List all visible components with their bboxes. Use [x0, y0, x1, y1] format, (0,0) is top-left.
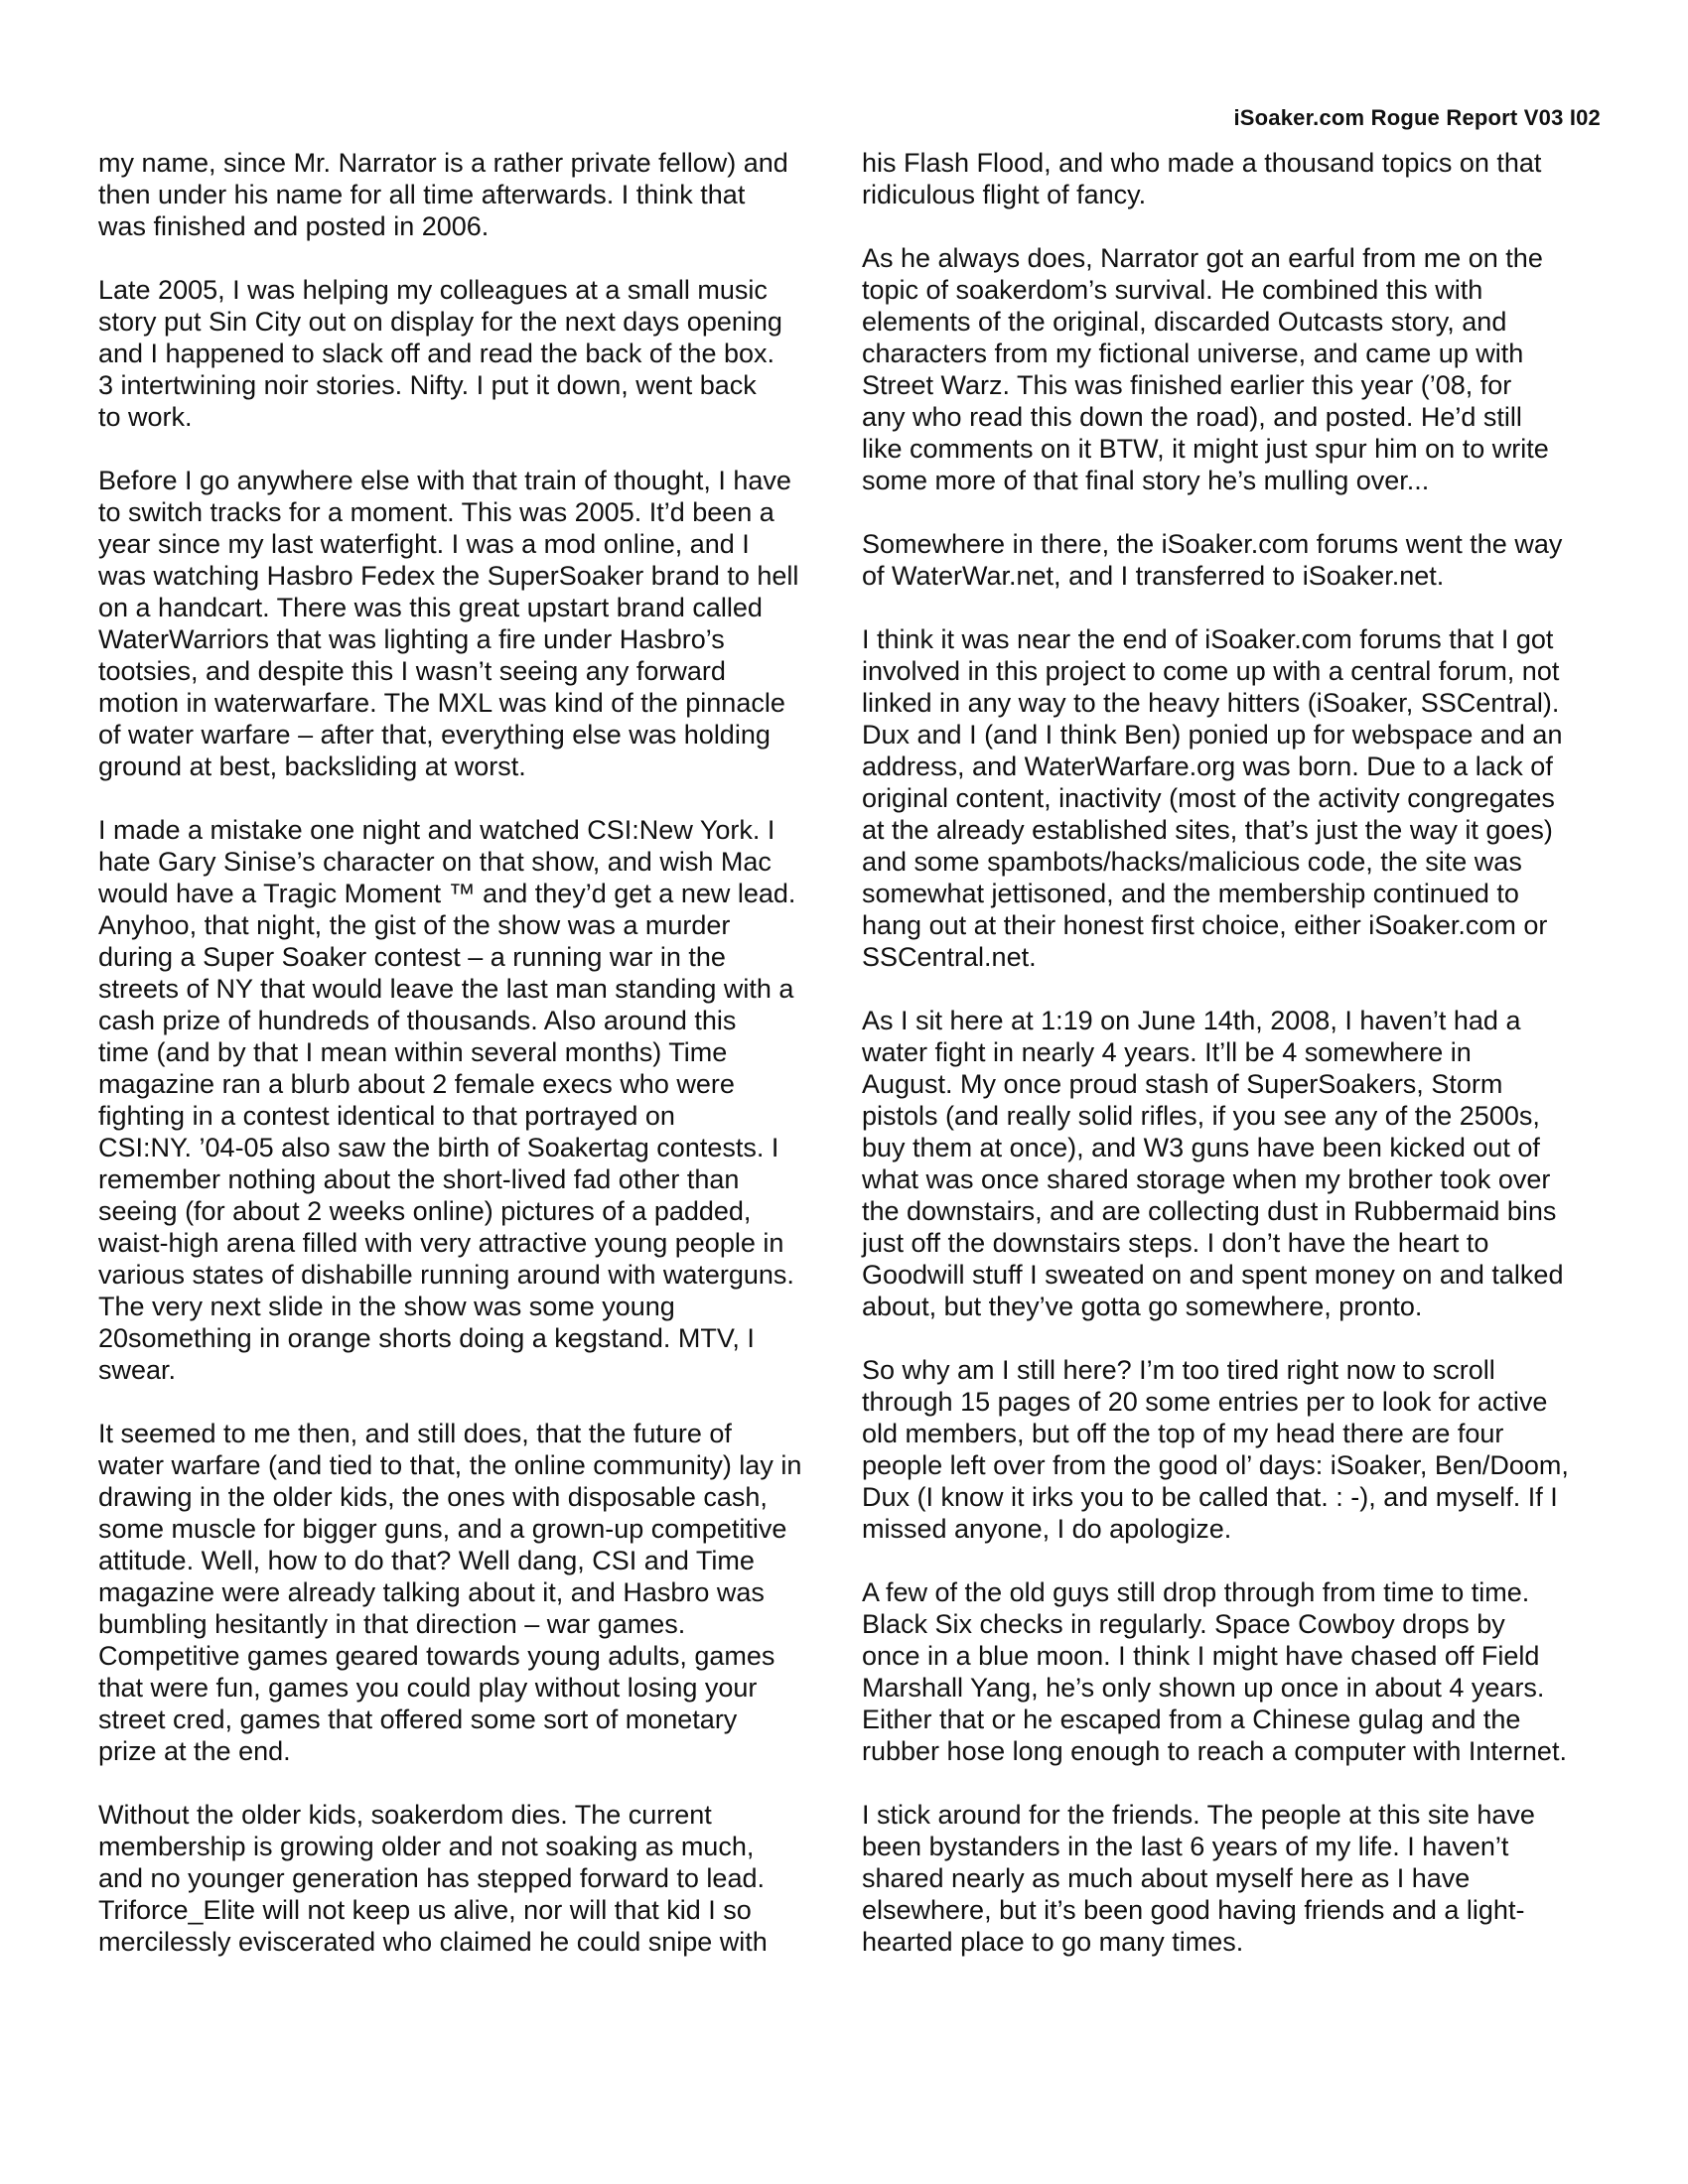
text-line: of WaterWar.net, and I transferred to iSoaker.net. — [862, 561, 1445, 591]
text-line: bumbling hesitantly in that direction – war games. — [98, 1609, 686, 1639]
text-line: CSI:NY. ’04-05 also saw the birth of Soakertag contests. I — [98, 1133, 779, 1162]
text-line: to work. — [98, 402, 193, 432]
text-line: shared nearly as much about myself here as I have — [862, 1863, 1471, 1893]
text-line: and I happened to slack off and read the back of the box. — [98, 339, 774, 368]
paragraph — [98, 814, 833, 1386]
text-line: water warfare (and tied to that, the online community) lay in — [98, 1450, 802, 1480]
paragraph — [98, 1418, 833, 1767]
text-line: August. My once proud stash of SuperSoakers, Storm — [862, 1069, 1503, 1099]
text-line: old members, but off the top of my head there are four — [862, 1419, 1504, 1448]
text-line: pistols (and really solid rifles, if you see any of the 2500s, — [862, 1101, 1540, 1131]
text-line: linked in any way to the heavy hitters (iSoaker, SSCentral). — [862, 688, 1560, 718]
text-line: magazine were already talking about it, and Hasbro was — [98, 1577, 765, 1607]
text-line: I stick around for the friends. The people at this site have — [862, 1800, 1535, 1830]
text-line: As he always does, Narrator got an earful from me on the — [862, 243, 1543, 273]
text-line: Black Six checks in regularly. Space Cowboy drops by — [862, 1609, 1505, 1639]
text-line: buy them at once), and W3 guns have been kicked out of — [862, 1133, 1540, 1162]
text-line: was watching Hasbro Fedex the SuperSoaker brand to hell — [98, 561, 799, 591]
text-line: Somewhere in there, the iSoaker.com forums went the way — [862, 529, 1563, 559]
text-line: motion in waterwarfare. The MXL was kind of the pinnacle — [98, 688, 785, 718]
text-line: and no younger generation has stepped forward to lead. — [98, 1863, 765, 1893]
paragraph — [862, 1799, 1599, 1958]
text-line: Anyhoo, that night, the gist of the show was a murder — [98, 910, 731, 940]
text-line: year since my last waterfight. I was a mod online, and I — [98, 529, 750, 559]
text-line: water fight in nearly 4 years. It’ll be 4 somewhere in — [862, 1037, 1472, 1067]
text-line: The very next slide in the show was some young — [98, 1292, 675, 1321]
paragraph — [862, 528, 1599, 592]
paragraph — [862, 623, 1599, 973]
paragraph — [98, 147, 833, 242]
text-line: prize at the end. — [98, 1736, 291, 1766]
text-line: 20something in orange shorts doing a kegstand. MTV, I — [98, 1323, 755, 1353]
text-line: my name, since Mr. Narrator is a rather private fellow) and — [98, 148, 788, 178]
text-line: people left over from the good ol’ days: iSoaker, Ben/Doom, — [862, 1450, 1569, 1480]
text-line: about, but they’ve gotta go somewhere, pronto. — [862, 1292, 1423, 1321]
text-line: his Flash Flood, and who made a thousand topics on that — [862, 148, 1542, 178]
text-line: seeing (for about 2 weeks online) pictures of a padded, — [98, 1196, 752, 1226]
text-line: attitude. Well, how to do that? Well dang, CSI and Time — [98, 1546, 755, 1575]
text-line: any who read this down the road), and posted. He’d still — [862, 402, 1522, 432]
text-line: tootsies, and despite this I wasn’t seeing any forward — [98, 656, 726, 686]
text-line: swear. — [98, 1355, 177, 1385]
text-line: been bystanders in the last 6 years of my life. I haven’t — [862, 1832, 1509, 1861]
text-line: Street Warz. This was finished earlier this year (’08, for — [862, 370, 1512, 400]
text-line: SSCentral.net. — [862, 942, 1037, 972]
text-line: I think it was near the end of iSoaker.com forums that I got — [862, 624, 1554, 654]
text-line: drawing in the older kids, the ones with disposable cash, — [98, 1482, 768, 1512]
text-line: remember nothing about the short-lived fad other than — [98, 1164, 740, 1194]
text-line: Dux and I (and I think Ben) ponied up for webspace and an — [862, 720, 1563, 750]
text-line: WaterWarriors that was lighting a fire under Hasbro’s — [98, 624, 725, 654]
text-line: hearted place to go many times. — [862, 1927, 1244, 1957]
text-line: the downstairs, and are collecting dust in Rubbermaid bins — [862, 1196, 1557, 1226]
text-line: during a Super Soaker contest – a running war in the — [98, 942, 726, 972]
text-line: ridiculous flight of fancy. — [862, 180, 1147, 209]
text-line: would have a Tragic Moment ™ and they’d get a new lead. — [98, 879, 796, 908]
text-line: elsewhere, but it’s been good having friends and a light- — [862, 1895, 1525, 1925]
text-line: missed anyone, I do apologize. — [862, 1514, 1232, 1544]
paragraph — [862, 147, 1599, 210]
text-line: somewhat jettisoned, and the membership continued to — [862, 879, 1519, 908]
text-line: street cred, games that offered some sort of monetary — [98, 1705, 738, 1734]
text-line: that were fun, games you could play without losing your — [98, 1673, 758, 1703]
text-line: and some spambots/hacks/malicious code, the site was — [862, 847, 1522, 877]
text-line: through 15 pages of 20 some entries per to look for active — [862, 1387, 1548, 1417]
text-line: I made a mistake one night and watched CSI:New York. I — [98, 815, 775, 845]
text-line: ground at best, backsliding at worst. — [98, 751, 526, 781]
right-column — [862, 147, 1599, 1989]
text-line: mercilessly eviscerated who claimed he could snipe with — [98, 1927, 768, 1957]
text-line: magazine ran a blurb about 2 female execs who were — [98, 1069, 735, 1099]
text-line: elements of the original, discarded Outcasts story, and — [862, 307, 1507, 337]
text-line: on a handcart. There was this great upstart brand called — [98, 593, 763, 622]
text-line: So why am I still here? I’m too tired right now to scroll — [862, 1355, 1495, 1385]
text-line: Late 2005, I was helping my colleagues at a small music — [98, 275, 768, 305]
text-line: streets of NY that would leave the last man standing with a — [98, 974, 794, 1004]
paragraph — [862, 242, 1599, 496]
text-line: As I sit here at 1:19 on June 14th, 2008, I haven’t had a — [862, 1006, 1521, 1035]
paragraph — [98, 465, 833, 782]
text-line: time (and by that I mean within several months) Time — [98, 1037, 728, 1067]
text-line: hate Gary Sinise’s character on that show, and wish Mac — [98, 847, 772, 877]
text-line: like comments on it BTW, it might just spur him on to write — [862, 434, 1549, 464]
text-line: was finished and posted in 2006. — [98, 211, 490, 241]
paragraph — [862, 1354, 1599, 1545]
text-line: waist-high arena filled with very attractive young people in — [98, 1228, 784, 1258]
text-line: fighting in a contest identical to that portrayed on — [98, 1101, 675, 1131]
text-line: original content, inactivity (most of the activity congregates — [862, 783, 1555, 813]
text-line: 3 intertwining noir stories. Nifty. I put it down, went back — [98, 370, 757, 400]
text-line: to switch tracks for a moment. This was 2005. It’d been a — [98, 497, 774, 527]
paragraph — [862, 1005, 1599, 1322]
text-line: of water warfare – after that, everything else was holding — [98, 720, 771, 750]
text-line: It seemed to me then, and still does, that the future of — [98, 1419, 732, 1448]
text-line: membership is growing older and not soaking as much, — [98, 1832, 755, 1861]
text-line: Either that or he escaped from a Chinese gulag and the — [862, 1705, 1521, 1734]
text-line: Before I go anywhere else with that train of thought, I have — [98, 466, 791, 495]
text-line: some more of that final story he’s mulling over... — [862, 466, 1430, 495]
left-column — [98, 147, 833, 1989]
text-line: Marshall Yang, he’s only shown up once in about 4 years. — [862, 1673, 1545, 1703]
text-line: involved in this project to come up with a central forum, not — [862, 656, 1560, 686]
text-line: once in a blue moon. I think I might have chased off Field — [862, 1641, 1540, 1671]
text-line: address, and WaterWarfare.org was born. Due to a lack of — [862, 751, 1553, 781]
text-line: what was once shared storage when my brother took over — [862, 1164, 1551, 1194]
text-line: Without the older kids, soakerdom dies. The current — [98, 1800, 712, 1830]
text-line: story put Sin City out on display for the next days opening — [98, 307, 782, 337]
text-line: Triforce_Elite will not keep us alive, nor will that kid I so — [98, 1895, 752, 1925]
text-line: Dux (I know it irks you to be called that. : -), and myself. If I — [862, 1482, 1558, 1512]
text-line: at the already established sites, that’s just the way it goes) — [862, 815, 1553, 845]
text-line: Competitive games geared towards young adults, games — [98, 1641, 775, 1671]
text-line: hang out at their honest first choice, either iSoaker.com or — [862, 910, 1548, 940]
text-line: cash prize of hundreds of thousands. Also around this — [98, 1006, 737, 1035]
text-line: A few of the old guys still drop through from time to time. — [862, 1577, 1530, 1607]
paragraph — [98, 1799, 833, 1958]
paragraph — [98, 274, 833, 433]
text-line: various states of dishabille running around with waterguns. — [98, 1260, 794, 1290]
text-line: Goodwill stuff I sweated on and spent money on and talked — [862, 1260, 1564, 1290]
text-line: rubber hose long enough to reach a computer with Internet. — [862, 1736, 1567, 1766]
paragraph — [862, 1576, 1599, 1767]
text-line: then under his name for all time afterwards. I think that — [98, 180, 746, 209]
text-line: topic of soakerdom’s survival. He combined this with — [862, 275, 1483, 305]
page-header: iSoaker.com Rogue Report V03 I02 — [1233, 105, 1601, 130]
text-line: some muscle for bigger guns, and a grown-up competitive — [98, 1514, 787, 1544]
text-line: just off the downstairs steps. I don’t have the heart to — [862, 1228, 1489, 1258]
text-line: characters from my fictional universe, and came up with — [862, 339, 1524, 368]
